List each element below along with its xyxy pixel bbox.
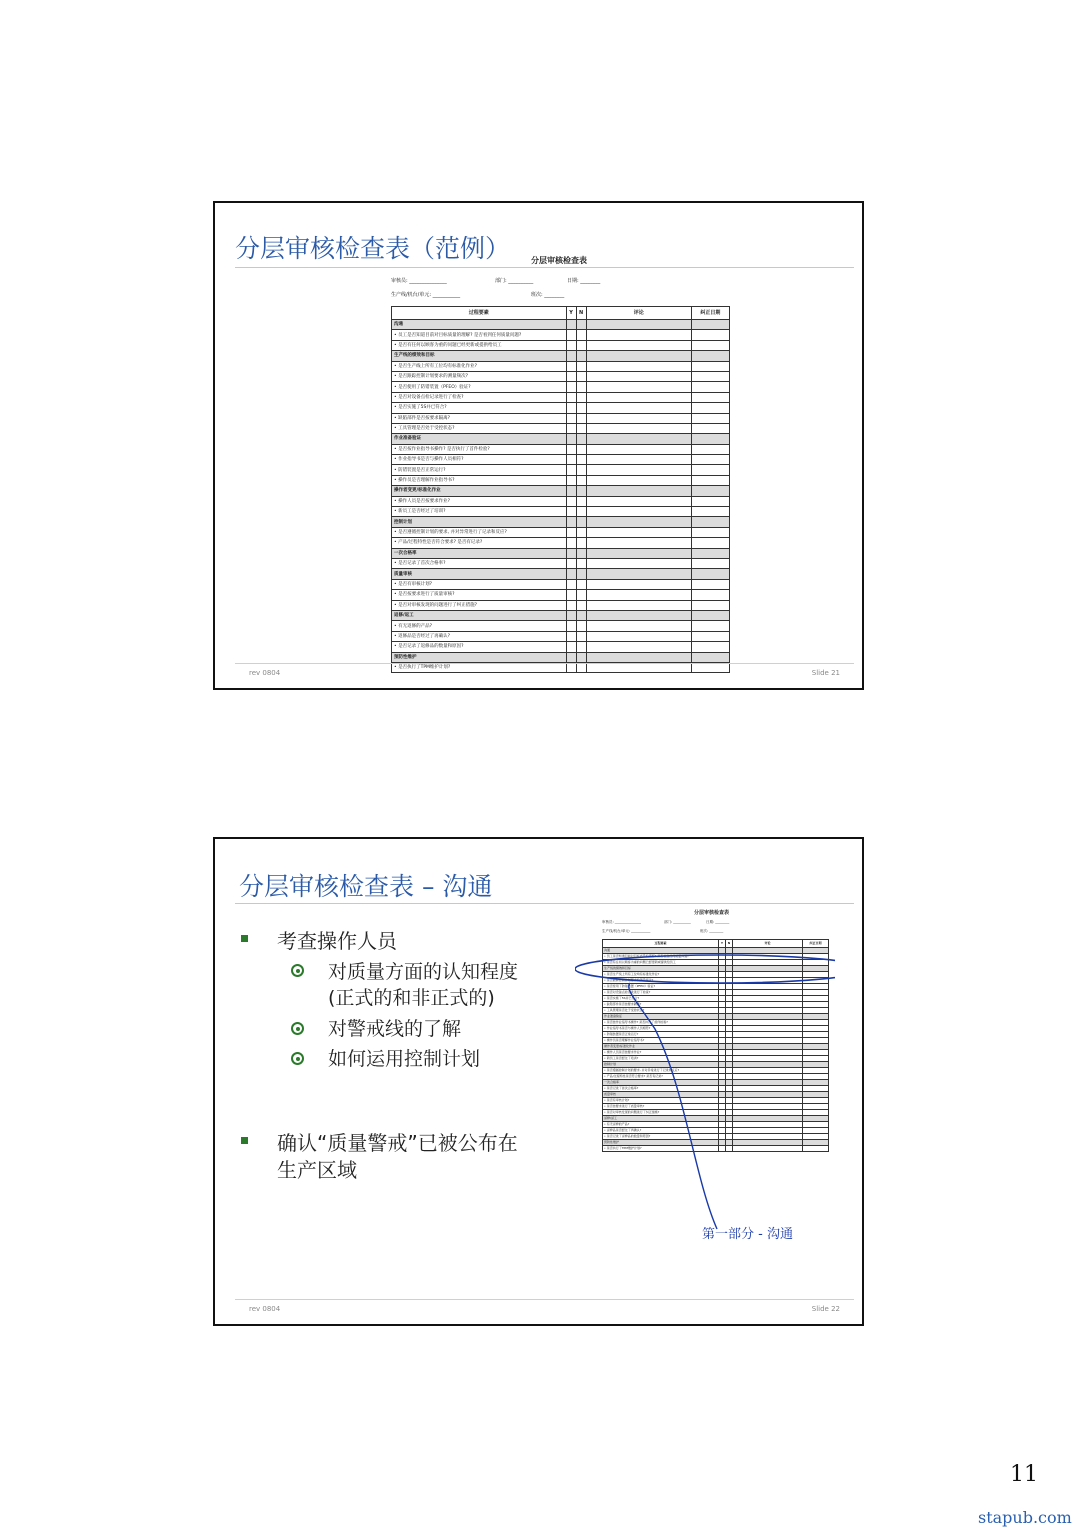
- date-field: 日期: ________: [567, 278, 601, 284]
- cell: [691, 413, 729, 423]
- item-label: • 是否有任何以顾客为重的问题已经更新或提供给员工: [392, 340, 567, 350]
- table-row: [392, 392, 730, 402]
- cell: [691, 610, 729, 620]
- thumb-item-label: • 是否跟踪控制计划要求的测量频次?: [603, 978, 719, 984]
- cell: [586, 579, 691, 589]
- cell: [586, 434, 691, 444]
- thumb-item-label: • 是否使用了防错装置（PFEO）验证?: [603, 984, 719, 990]
- cell: [691, 361, 729, 371]
- cell: [566, 423, 576, 433]
- section-row: [392, 486, 730, 496]
- thumb-item-label: • 是否对设备点检记录进行了检查?: [603, 990, 719, 996]
- cell: [566, 361, 576, 371]
- cell: [576, 631, 586, 641]
- cell: [586, 475, 691, 485]
- section-row: [392, 351, 730, 361]
- bullet-text: 考查操作人员: [277, 929, 397, 953]
- cell: [586, 423, 691, 433]
- cell: [566, 527, 576, 537]
- annotation-overlay: [575, 939, 835, 1239]
- cell: [691, 642, 729, 652]
- bullet-text: 生产区域: [277, 1158, 357, 1182]
- section-label: 生产线的绩效和目标: [392, 351, 567, 361]
- cell: [691, 423, 729, 433]
- sub-bullet-circle: [291, 964, 304, 977]
- cell: [566, 652, 576, 662]
- thumb-section-label: 沟通: [603, 948, 719, 954]
- thumb-section-label: 操作者变更/标准化作业: [603, 1044, 719, 1050]
- cell: [586, 413, 691, 423]
- annotation-label: 第一部分 - 沟通: [702, 1227, 793, 1242]
- annotation-arrow: [629, 983, 717, 1229]
- cell: [576, 351, 586, 361]
- cell: [586, 455, 691, 465]
- thumb-item-label: • 是否按作业指导书操作? 是否执行了首件检验?: [603, 1020, 719, 1026]
- table-row: [392, 631, 730, 641]
- cell: [576, 621, 586, 631]
- item-label: • 是否跟踪控制计划要求的测量频次?: [392, 371, 567, 381]
- title-divider: [235, 903, 854, 904]
- section-row: [392, 434, 730, 444]
- cell: [566, 569, 576, 579]
- cell: [691, 496, 729, 506]
- cell: [586, 403, 691, 413]
- thumb-item-label: • 是否记录了返修品的数量和原因?: [603, 1134, 719, 1140]
- cell: [586, 361, 691, 371]
- cell: [576, 538, 586, 548]
- table-row: [392, 475, 730, 485]
- thumb-item-label: • 作业指导书是否与操作人员相符?: [603, 1026, 719, 1032]
- cell: [586, 610, 691, 620]
- cell: [576, 340, 586, 350]
- cell: [566, 455, 576, 465]
- item-label: • 是否对审核发现的问题进行了纠正措施?: [392, 600, 567, 610]
- cell: [586, 569, 691, 579]
- item-label: • 是否按要求进行了质量审核?: [392, 590, 567, 600]
- cell: [586, 590, 691, 600]
- thumbnail-shift-field: 班次: ________: [700, 929, 724, 933]
- cell: [576, 403, 586, 413]
- auditor-field: 审核员: _______________: [391, 278, 447, 284]
- cell: [576, 434, 586, 444]
- thumb-item-label: • 有无返修的产品?: [603, 1122, 719, 1128]
- table-row: [392, 455, 730, 465]
- section-label: 返修/返工: [392, 610, 567, 620]
- cell: [566, 517, 576, 527]
- thumb-section-label: 预防性维护: [603, 1140, 719, 1146]
- sub-bullet-text: (正式的和非正式的): [328, 987, 495, 1009]
- slide-number: Slide 21: [811, 669, 840, 677]
- table-row: [392, 590, 730, 600]
- cell: [691, 475, 729, 485]
- cell: [691, 403, 729, 413]
- cell: [586, 507, 691, 517]
- sub-bullet-text: 如何运用控制计划: [328, 1048, 481, 1070]
- thumb-item-label: • 是否按要求进行了质量审核?: [603, 1104, 719, 1110]
- cell: [576, 382, 586, 392]
- cell: [576, 371, 586, 381]
- form-title: 分层审核检查表: [531, 256, 587, 265]
- cell: [576, 558, 586, 568]
- sub-bullet-text: 对警戒线的了解: [328, 1018, 462, 1040]
- cell: [576, 330, 586, 340]
- thumb-item-label: • 缺陷部件是否按要求隔离?: [603, 1002, 719, 1008]
- cell: [586, 392, 691, 402]
- section-label: 预防性维护: [392, 652, 567, 662]
- bullet-square: [241, 1137, 248, 1144]
- cell: [576, 423, 586, 433]
- section-label: 作业准备验证: [392, 434, 567, 444]
- cell: [566, 538, 576, 548]
- cell: [586, 465, 691, 475]
- cell: [586, 631, 691, 641]
- cell: [691, 652, 729, 662]
- cell: [566, 371, 576, 381]
- table-row: [392, 507, 730, 517]
- item-label: • 返修品是否经过了再确认?: [392, 631, 567, 641]
- thumb-item-label: • 操作员是否理解作业指导书?: [603, 1038, 719, 1044]
- table-row: [392, 527, 730, 537]
- sub-bullet-text: 对质量方面的认知程度: [328, 961, 519, 983]
- cell: [691, 548, 729, 558]
- item-label: • 是否对设备点检记录进行了检查?: [392, 392, 567, 402]
- col-header-element: 过程要素: [392, 307, 567, 320]
- item-label: • 缺陷部件是否按要求隔离?: [392, 413, 567, 423]
- cell: [691, 340, 729, 350]
- thumbnail-date-field: 日期: ________: [706, 920, 730, 924]
- cell: [576, 600, 586, 610]
- table-row: [392, 496, 730, 506]
- cell: [691, 455, 729, 465]
- table-row: [392, 538, 730, 548]
- thumb-item-label: • 是否生产线上所有工位均有标准化作业?: [603, 972, 719, 978]
- cell: [586, 382, 691, 392]
- cell: [691, 330, 729, 340]
- section-label: 沟通: [392, 320, 567, 330]
- cell: [691, 434, 729, 444]
- slide-21: [213, 201, 864, 690]
- thumb-item-label: • 新员工是否经过了培训?: [603, 1056, 719, 1062]
- cell: [586, 496, 691, 506]
- thumb-section-label: 一次合格率: [603, 1080, 719, 1086]
- thumb-col-header: 过程要素: [603, 940, 719, 948]
- item-label: • 员工是否知道目前对目标质量的理解? 是否看到任何质量问题?: [392, 330, 567, 340]
- cell: [566, 496, 576, 506]
- cell: [576, 569, 586, 579]
- cell: [586, 486, 691, 496]
- cell: [566, 486, 576, 496]
- cell: [576, 496, 586, 506]
- sub-bullet-circle: [291, 1022, 304, 1035]
- thumb-item-label: • 防错装置是否正常运行?: [603, 1032, 719, 1038]
- item-label: • 操作员是否理解作业指导书?: [392, 475, 567, 485]
- cell: [566, 351, 576, 361]
- cell: [576, 652, 586, 662]
- cell: [566, 413, 576, 423]
- cell: [691, 538, 729, 548]
- cell: [576, 579, 586, 589]
- cell: [691, 621, 729, 631]
- thumb-col-header: Y: [719, 940, 726, 948]
- slide-title: 分层审核检查表（范例）: [235, 234, 511, 263]
- col-header-correct-date: 纠正日期: [691, 307, 729, 320]
- cell: [566, 600, 576, 610]
- cell: [691, 444, 729, 454]
- cell: [586, 538, 691, 548]
- cell: [566, 392, 576, 402]
- thumb-item-label: • 是否有任何以顾客为重的问题已经更新或提供给员工: [603, 960, 719, 966]
- cell: [586, 320, 691, 330]
- thumb-item-label: • 员工是否知道目前对目标质量的理解? 是否看到任何质量问题?: [603, 954, 719, 960]
- table-row: [392, 382, 730, 392]
- section-row: [392, 610, 730, 620]
- section-label: 一次合格率: [392, 548, 567, 558]
- col-header-y: Y: [566, 307, 576, 320]
- item-label: • 是否实施了5S并已符合?: [392, 403, 567, 413]
- cell: [586, 652, 691, 662]
- section-row: [392, 320, 730, 330]
- cell: [566, 475, 576, 485]
- item-label: • 作业指导书是否与操作人员相符?: [392, 455, 567, 465]
- item-label: • 是否遵循控制计划的要求, 并对异常进行了记录和反应?: [392, 527, 567, 537]
- cell: [691, 486, 729, 496]
- revision-label: rev 0804: [249, 669, 281, 677]
- thumb-col-header: 纠正日期: [803, 940, 829, 948]
- revision-label: rev 0804: [249, 1305, 281, 1313]
- cell: [566, 434, 576, 444]
- thumbnail-auditor-field: 审核员: _______________: [602, 920, 642, 924]
- cell: [691, 371, 729, 381]
- cell: [586, 527, 691, 537]
- thumbnail-line-field: 生产线/机台/单元: ___________: [602, 929, 651, 933]
- item-label: • 产品/过程特性是否符合要求? 是否有记录?: [392, 538, 567, 548]
- cell: [576, 413, 586, 423]
- thumb-item-label: • 操作人员是否按要求作业?: [603, 1050, 719, 1056]
- section-row: [392, 517, 730, 527]
- footer-divider: [235, 663, 854, 664]
- table-row: [392, 465, 730, 475]
- cell: [586, 548, 691, 558]
- thumb-col-header: N: [726, 940, 733, 948]
- col-header-n: N: [576, 307, 586, 320]
- item-label: • 是否执行了TPM维护计划?: [392, 662, 567, 672]
- cell: [566, 465, 576, 475]
- table-row: [392, 371, 730, 381]
- item-label: • 防错装置是否正常运行?: [392, 465, 567, 475]
- cell: [691, 351, 729, 361]
- item-label: • 是否记录了返修品的数量和原因?: [392, 642, 567, 652]
- cell: [566, 403, 576, 413]
- cell: [566, 548, 576, 558]
- cell: [691, 590, 729, 600]
- item-label: • 是否有审核计划?: [392, 579, 567, 589]
- shift-field: 班次: ________: [531, 292, 565, 298]
- cell: [691, 382, 729, 392]
- cell: [566, 621, 576, 631]
- cell: [576, 465, 586, 475]
- cell: [576, 320, 586, 330]
- slide-title: 分层审核检查表 – 沟通: [239, 872, 493, 901]
- thumb-item-label: • 是否对审核发现的问题进行了纠正措施?: [603, 1110, 719, 1116]
- thumb-section-label: 质量审核: [603, 1092, 719, 1098]
- cell: [691, 579, 729, 589]
- table-row: [392, 361, 730, 371]
- cell: [566, 610, 576, 620]
- cell: [576, 475, 586, 485]
- cell: [576, 642, 586, 652]
- cell: [586, 517, 691, 527]
- cell: [586, 642, 691, 652]
- cell: [691, 320, 729, 330]
- cell: [576, 610, 586, 620]
- dept-field: 部门: __________: [495, 278, 534, 284]
- line-field: 生产线/机台/单元: ___________: [391, 292, 461, 298]
- cell: [586, 558, 691, 568]
- table-row: [392, 403, 730, 413]
- thumb-section-label: 作业准备验证: [603, 1014, 719, 1020]
- slide-number: Slide 22: [811, 1305, 840, 1313]
- item-label: • 是否记录了首次合格率?: [392, 558, 567, 568]
- thumb-item-label: • 返修品是否经过了再确认?: [603, 1128, 719, 1134]
- thumb-item-label: • 是否有审核计划?: [603, 1098, 719, 1104]
- cell: [566, 382, 576, 392]
- cell: [576, 486, 586, 496]
- cell: [566, 507, 576, 517]
- cell: [586, 444, 691, 454]
- cell: [566, 320, 576, 330]
- cell: [586, 330, 691, 340]
- sub-bullet-circle: [291, 1052, 304, 1065]
- cell: [691, 507, 729, 517]
- thumb-item-label: • 产品/过程特性是否符合要求? 是否有记录?: [603, 1074, 719, 1080]
- thumbnail-dept-field: 部门: __________: [664, 920, 691, 924]
- cell: [691, 569, 729, 579]
- cell: [576, 527, 586, 537]
- bullet-square: [241, 935, 248, 942]
- cell: [566, 590, 576, 600]
- cell: [576, 455, 586, 465]
- thumb-section-label: 生产线的绩效和目标: [603, 966, 719, 972]
- thumb-item-label: • 是否执行了TPM维护计划?: [603, 1146, 719, 1152]
- section-label: 控制计划: [392, 517, 567, 527]
- cell: [566, 444, 576, 454]
- cell: [586, 621, 691, 631]
- thumb-section-label: 控制计划: [603, 1062, 719, 1068]
- cell: [691, 517, 729, 527]
- section-label: 质量审核: [392, 569, 567, 579]
- cell: [691, 600, 729, 610]
- cell: [576, 517, 586, 527]
- item-label: • 是否使用了防错装置（PFEO）验证?: [392, 382, 567, 392]
- cell: [691, 527, 729, 537]
- table-row: [392, 423, 730, 433]
- item-label: • 有无返修的产品?: [392, 621, 567, 631]
- cell: [566, 631, 576, 641]
- section-row: [392, 548, 730, 558]
- table-row: [392, 642, 730, 652]
- thumb-item-label: • 是否记录了首次合格率?: [603, 1086, 719, 1092]
- cell: [566, 642, 576, 652]
- cell: [576, 590, 586, 600]
- cell: [586, 351, 691, 361]
- thumb-col-header: 评论: [733, 940, 803, 948]
- section-row: [392, 652, 730, 662]
- thumb-item-label: • 工具管理是否处于受控状态?: [603, 1008, 719, 1014]
- table-row: [392, 558, 730, 568]
- thumb-section-label: 返修/返工: [603, 1116, 719, 1122]
- cell: [566, 330, 576, 340]
- cell: [576, 392, 586, 402]
- page-number: 11: [1010, 1462, 1038, 1487]
- item-label: • 操作人员是否按要求作业?: [392, 496, 567, 506]
- watermark: stapub.com: [978, 1508, 1072, 1527]
- cell: [691, 558, 729, 568]
- table-row: [392, 413, 730, 423]
- section-label: 操作者变更/标准化作业: [392, 486, 567, 496]
- cell: [576, 444, 586, 454]
- cell: [691, 465, 729, 475]
- thumbnail-title: 分层审核检查表: [694, 910, 730, 916]
- cell: [566, 558, 576, 568]
- cell: [586, 371, 691, 381]
- table-row: [392, 579, 730, 589]
- item-label: • 工具管理是否处于受控状态?: [392, 423, 567, 433]
- table-row: [392, 600, 730, 610]
- table-row: [392, 621, 730, 631]
- title-divider: [235, 267, 854, 268]
- section-row: [392, 569, 730, 579]
- col-header-comment: 评论: [586, 307, 691, 320]
- item-label: • 是否生产线上所有工位均有标准化作业?: [392, 361, 567, 371]
- thumb-item-label: • 是否遵循控制计划的要求, 并对异常进行了记录和反应?: [603, 1068, 719, 1074]
- highlight-ellipse: [575, 955, 835, 983]
- item-label: • 新员工是否经过了培训?: [392, 507, 567, 517]
- table-row: [392, 330, 730, 340]
- cell: [566, 579, 576, 589]
- table-row: [392, 444, 730, 454]
- bullet-text: 确认“质量警戒”已被公布在: [277, 1131, 518, 1155]
- cell: [586, 600, 691, 610]
- thumb-item-label: • 是否实施了5S并已符合?: [603, 996, 719, 1002]
- cell: [586, 340, 691, 350]
- audit-checklist-table: [391, 306, 730, 673]
- cell: [691, 631, 729, 641]
- table-row: [392, 340, 730, 350]
- slide-22: [213, 837, 864, 1326]
- cell: [691, 392, 729, 402]
- cell: [576, 361, 586, 371]
- item-label: • 是否按作业指导书操作? 是否执行了首件检验?: [392, 444, 567, 454]
- cell: [566, 340, 576, 350]
- footer-divider: [235, 1299, 854, 1300]
- cell: [576, 548, 586, 558]
- cell: [576, 507, 586, 517]
